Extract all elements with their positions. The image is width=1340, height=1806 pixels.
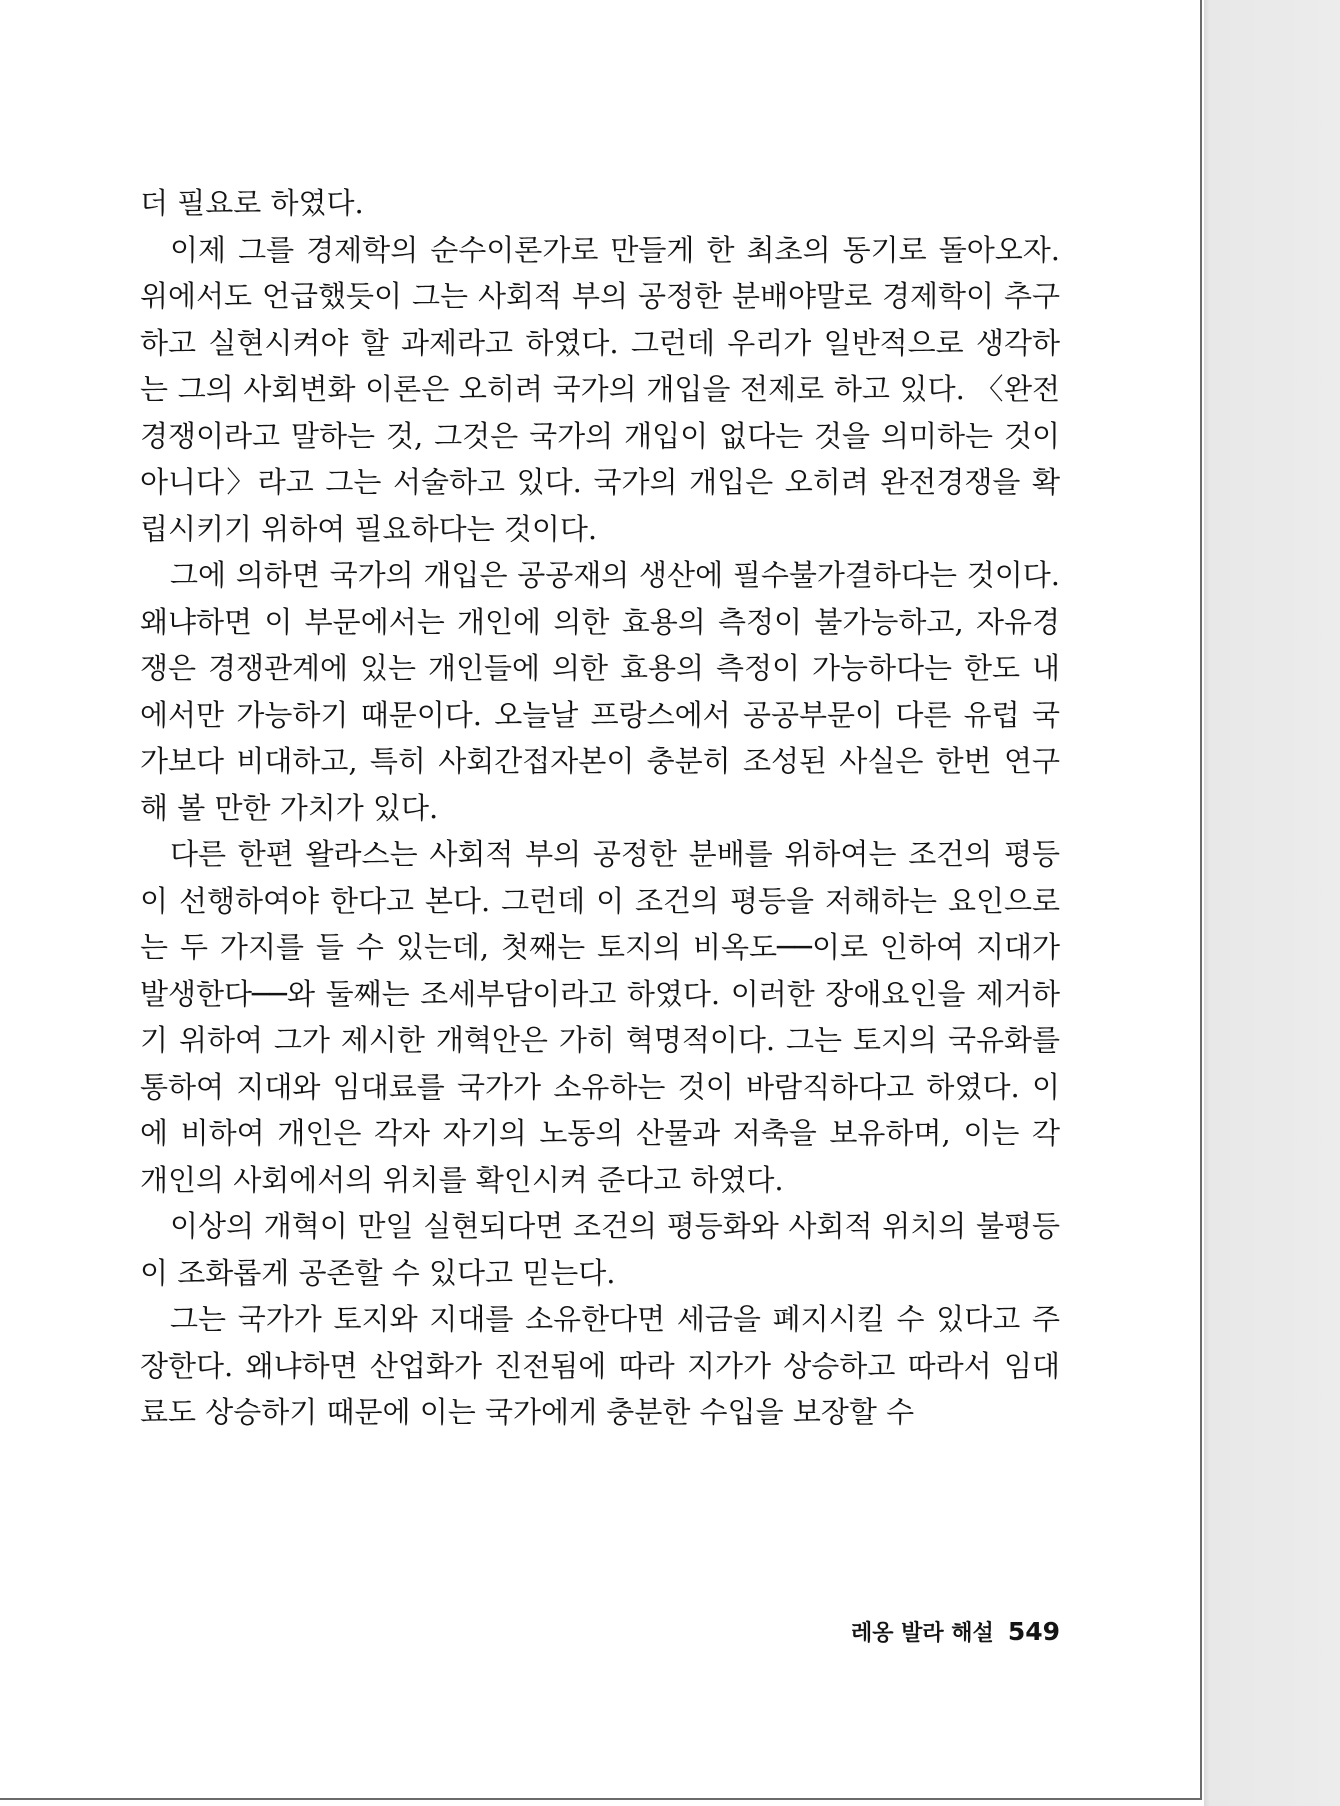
viewer-background xyxy=(1204,0,1340,1806)
paragraph-5: 이상의 개혁이 만일 실현되다면 조건의 평등화와 사회적 위치의 불평등이 조화롭게 공존할 수 있다고 믿는다. xyxy=(140,1209,1060,1290)
running-title: 레옹 발라 해설 xyxy=(850,1621,994,1646)
body-text xyxy=(140,180,1060,1436)
paragraph-6: 그는 국가가 토지와 지대를 소유한다면 세금을 폐지시킬 수 있다고 주장한다. 왜냐하면 산업화가 진전됨에 따라 지가가 상승하고 따라서 임대료도 상승하기 때문에 이는 국가에게 충분한 수입을 보장할 수 xyxy=(140,1302,1060,1429)
paragraph-2: 이제 그를 경제학의 순수이론가로 만들게 한 최초의 동기로 돌아오자. 위에서도 언급했듯이 그는 사회적 부의 공정한 분배야말로 경제학이 추구하고 실현시켜야 할 과제라고 하였다. 그런데 우리가 일반적으로 생각하는 그의 사회변화 이론은 오히려 국가의 개입을 전제로 하고 있다. 〈완전경쟁이라고 말하는 것, 그것은 국가의 개입이 없다는 것을 의미하는 것이 아니다〉라고 그는 서술하고 있다. 국가의 개입은 오히려 완전경쟁을 확립시키기 위하여 필요하다는 것이다. xyxy=(140,232,1060,546)
paragraph-1: 더 필요로 하였다. xyxy=(140,186,364,220)
paragraph-4: 다른 한편 왈라스는 사회적 부의 공정한 분배를 위하여는 조건의 평등이 선행하여야 한다고 본다. 그런데 이 조건의 평등을 저해하는 요인으로는 두 가지를 들 수 있는데, 첫째는 토지의 비옥도──이로 인하여 지대가 발생한다──와 둘째는 조세부담이라고 하였다. 이러한 장애요인을 제거하기 위하여 그가 제시한 개혁안은 가히 혁명적이다. 그는 토지의 국유화를 통하여 지대와 임대료를 국가가 소유하는 것이 바람직하다고 하였다. 이에 비하여 개인은 각자 자기의 노동의 산물과 저축을 보유하며, 이는 각 개인의 사회에서의 위치를 확인시켜 준다고 하였다. xyxy=(140,837,1060,1197)
paragraph-3: 그에 의하면 국가의 개입은 공공재의 생산에 필수불가결하다는 것이다. 왜냐하면 이 부문에서는 개인에 의한 효용의 측정이 불가능하고, 자유경쟁은 경쟁관계에 있는 개인들에 의한 효용의 측정이 가능하다는 한도 내에서만 가능하기 때문이다. 오늘날 프랑스에서 공공부문이 다른 유럽 국가보다 비대하고, 특히 사회간접자본이 충분히 조성된 사실은 한번 연구해 볼 만한 가치가 있다. xyxy=(140,558,1060,825)
page-footer xyxy=(820,1616,1060,1647)
page-number: 549 xyxy=(1007,1617,1060,1646)
